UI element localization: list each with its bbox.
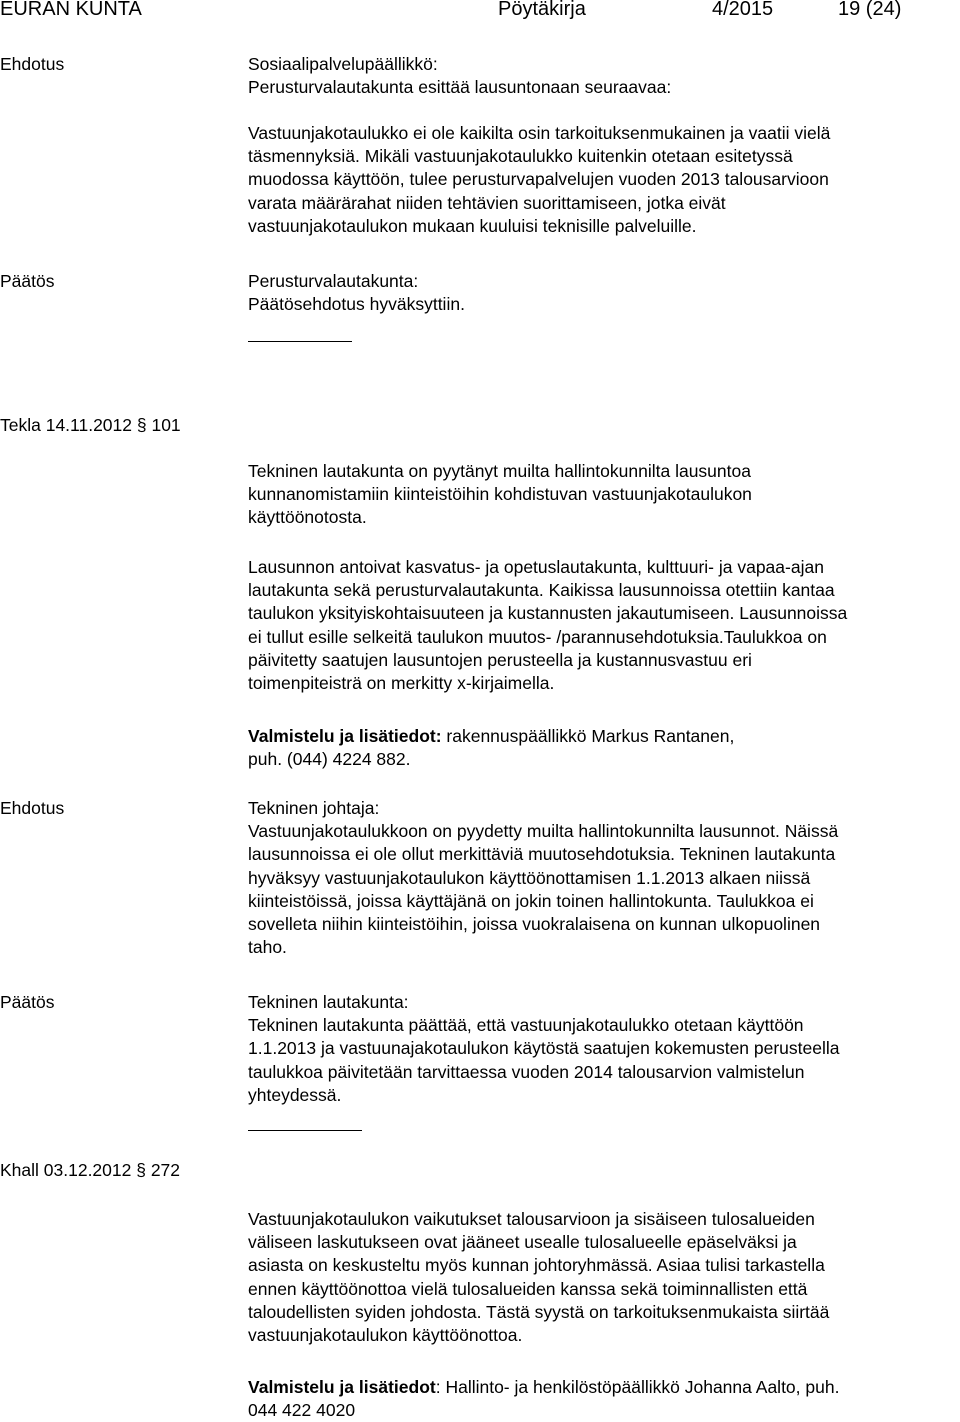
section3-para1: Vastuunjakotaulukon vaikutukset talousarvioon ja sisäiseen tulosalueiden väliseen laskutukseen ovat jääneet usealle tulosalueelle epäselväksi ja asiasta on keskusteltu myös kunnan johtoryhmässä. Asiaa tulisi tarkastella ennen käyttöönottoa vielä tulosalueiden kanssa sekä toiminnallisten että taloudellisten syiden johdosta. Tästä syystä on tarkoituksenmukaista siirtää vastuunjakotaulukon käyttöönottoa. bbox=[248, 1209, 830, 1346]
section2-contact: Valmistelu ja lisätiedot: rakennuspäällikkö Markus Rantanen, puh. (044) 4224 882. bbox=[248, 726, 735, 770]
reference-khall: Khall 03.12.2012 § 272 bbox=[0, 1160, 181, 1180]
section2-para1: Tekninen lautakunta on pyytänyt muilta hallintokunnilta lausuntoa kunnanomistamiin kiinteistöihin kohdistuvan vastuunjakotaulukon käyttöönotosta. bbox=[248, 461, 752, 528]
contact-label: Valmistelu ja lisätiedot bbox=[248, 1377, 436, 1397]
presenter: Sosiaalipalvelupäällikkö: bbox=[248, 54, 438, 74]
paatos-label: Päätös bbox=[0, 992, 55, 1012]
ehdotus-label: Ehdotus bbox=[0, 798, 65, 818]
separator-line bbox=[248, 341, 352, 342]
reference-tekla: Tekla 14.11.2012 § 101 bbox=[0, 415, 181, 435]
intro-line: Perusturvalautakunta esittää lausuntonaan seuraavaa: bbox=[248, 77, 672, 98]
section1-proposal-text: Vastuunjakotaulukko ei ole kaikilta osin tarkoituksenmukainen ja vaatii vielä täsmennyksiä. Mikäli vastuunjakotaulukko kuitenkin otetaan esitetyssä muodossa käyttöön, tulee perusturvapalvelujen vuoden 2013 talousarvioon varata määrärahat niiden tehtävien suorittamiseen, jotka eivät vastuunjakotaulukon mukaan kuuluisi teknisille palveluille. bbox=[248, 123, 831, 236]
document-type: Pöytäkirja bbox=[498, 0, 586, 20]
section1-decision: Perusturvalautakunta: Päätösehdotus hyväksyttiin. bbox=[248, 271, 465, 315]
section2-decision: Tekninen lautakunta: Tekninen lautakunta päättää, että vastuunjakotaulukko otetaan käyttöön 1.1.2013 ja vastuunajakotaulukon käytöstä saatujen kokemusten perusteella taulukkoa päivitetään tarvittaessa vuoden 2014 talousarvion valmistelun yhteydessä. bbox=[248, 992, 840, 1105]
section3-contact: Valmistelu ja lisätiedot: Hallinto- ja henkilöstöpäällikkö Johanna Aalto, puh. 044 422 4020 bbox=[248, 1377, 840, 1421]
section2-proposal: Tekninen johtaja: Vastuunjakotaulukkoon on pyydetty muilta hallintokunnilta lausunnot. Näissä lausunnoissa ei ole ollut merkittäviä muutosehdotuksia. Tekninen lautakunta hyväksyy vastuunjakotaulukon käyttöönottamisen 1.1.2013 alkaen niissä kiinteistöissä, joissa käyttäjänä on jokin toinen hallintokunta. Taulukkoa ei sovelleta niihin kiinteistöihin, joissa vuokralaisena on kunnan ulkopuolinen taho. bbox=[248, 798, 839, 958]
contact-label: Valmistelu ja lisätiedot: bbox=[248, 726, 442, 746]
section1-proposal bbox=[248, 53, 960, 99]
document-number: 4/2015 bbox=[712, 0, 774, 20]
page-number: 19 (24) bbox=[838, 0, 902, 20]
paatos-label: Päätös bbox=[0, 271, 55, 291]
section2-para2: Lausunnon antoivat kasvatus- ja opetuslautakunta, kulttuuri- ja vapaa-ajan lautakunta sekä perusturvalautakunta. Kaikissa lausunnoissa otettiin kantaa taulukon yksityiskohtaisuuteen ja kustannusten jakautumiseen. Lausunnoissa ei tullut esille selkeitä taulukon muutos- /parannusehdotuksia.Taulukkoa on päivitetty saatujen lausuntojen perusteella ja kustannusvastuu eri toimenpiteisträ on merkitty x-kirjaimella. bbox=[248, 557, 848, 694]
ehdotus-label: Ehdotus bbox=[0, 54, 65, 74]
municipality-name: EURAN KUNTA bbox=[0, 0, 142, 20]
separator-line bbox=[248, 1130, 362, 1131]
